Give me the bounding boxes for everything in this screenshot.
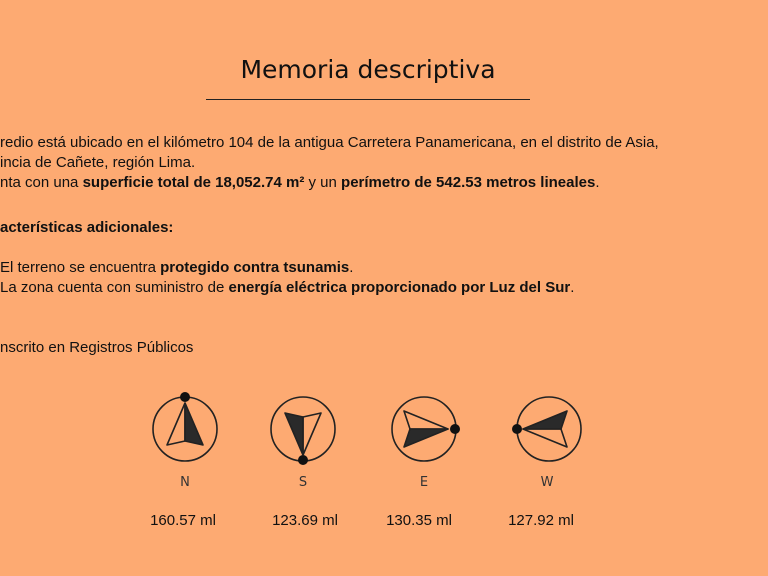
registry-text: nscrito en Registros Públicos	[0, 339, 194, 356]
compass-east-icon	[384, 389, 464, 469]
compass-west-icon	[509, 389, 589, 469]
registry-note	[0, 339, 193, 357]
direction-label-west: W	[540, 475, 554, 490]
feature-1-prefix: El terreno se encuentra	[0, 259, 161, 276]
perimeter: perímetro de 542.53 metros lineales	[341, 174, 596, 191]
boundary-length-east: 130.35 ml	[386, 512, 452, 529]
area-period: .	[595, 174, 600, 191]
feature-item-electricity	[0, 279, 574, 297]
title-underline	[206, 99, 530, 100]
boundary-length-west: 127.92 ml	[508, 512, 574, 529]
location-text-1: redio está ubicado en el kilómetro 104 de la antigua Carretera Panamericana, en el distrito de Asia,	[0, 134, 659, 151]
boundary-length-south: 123.69 ml	[272, 512, 338, 529]
page-title: Memoria descriptiva	[240, 55, 496, 84]
feature-2-highlight: energía eléctrica proporcionado por Luz del Sur	[228, 279, 571, 296]
compass-south-icon	[263, 389, 343, 469]
features-heading	[0, 219, 173, 237]
compass-north-icon	[145, 389, 225, 469]
feature-1-period: .	[349, 259, 354, 276]
feature-1-highlight: protegido contra tsunamis	[160, 259, 350, 276]
location-line-1	[0, 134, 659, 152]
area-connector: y un	[304, 174, 342, 191]
direction-label-south: S	[298, 475, 308, 490]
area-line	[0, 174, 600, 192]
features-heading-text: acterísticas adicionales:	[0, 219, 174, 236]
direction-label-east: E	[419, 475, 429, 490]
feature-item-tsunami	[0, 259, 353, 277]
area-prefix: nta con una	[0, 174, 83, 191]
feature-2-period: .	[570, 279, 575, 296]
direction-label-north: N	[180, 475, 190, 490]
boundary-length-north: 160.57 ml	[150, 512, 216, 529]
location-line-2	[0, 154, 195, 172]
location-text-2: incia de Cañete, región Lima.	[0, 154, 196, 171]
feature-2-prefix: La zona cuenta con suministro de	[0, 279, 229, 296]
total-area: superficie total de 18,052.74 m²	[82, 174, 305, 191]
